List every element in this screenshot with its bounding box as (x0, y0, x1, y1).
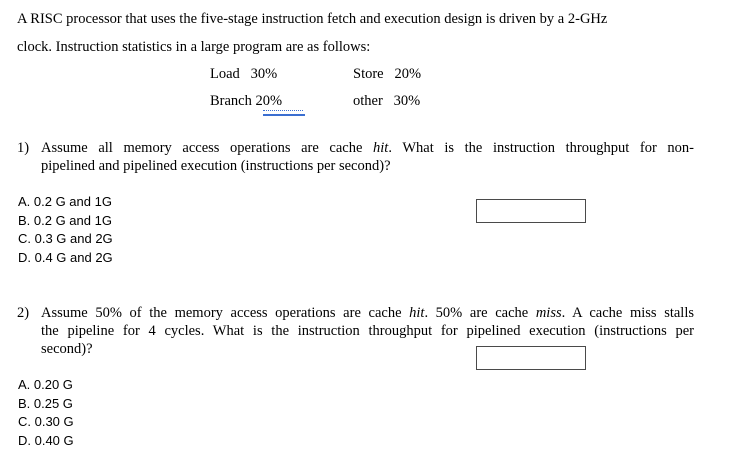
choice-c: C. 0.30 G (18, 414, 74, 430)
stat-load: Load 30% (210, 66, 278, 82)
question-2-line-2: the pipeline for 4 cycles. What is the instruction throughput for pipelined execution (instructions per (41, 323, 694, 339)
spellcheck-underline (263, 114, 305, 116)
miss-term: miss (535, 305, 562, 321)
hit-term: hit (409, 305, 425, 321)
stat-branch: Branch 20% (210, 93, 283, 109)
question-1-line-2: pipelined and pipelined execution (instructions per second)? (41, 158, 391, 174)
intro-line-2: clock. Instruction statistics in a large program are as follows: (17, 39, 371, 55)
question-2-line-3: second)? (41, 341, 93, 357)
question-1-number: 1) (17, 140, 30, 156)
question-1-choices (18, 193, 113, 268)
question-2-line-1: Assume 50% of the memory access operations are cache hit. 50% are cache miss. A cache miss stalls (41, 305, 694, 321)
answer-box-question-1[interactable] (476, 199, 586, 223)
choice-b: B. 0.2 G and 1G (18, 212, 112, 228)
spellcheck-dotted-underline (263, 110, 303, 111)
question-2 (17, 304, 697, 364)
answer-box-question-2[interactable] (476, 346, 586, 370)
choice-d: D. 0.4 G and 2G (18, 250, 113, 266)
question-1 (17, 139, 697, 179)
choice-a: A. 0.2 G and 1G (18, 194, 112, 209)
question-1-line-1: Assume all memory access operations are cache hit. What is the instruction throughput for non- (41, 140, 694, 156)
hit-term: hit (373, 140, 389, 156)
stat-other: other 30% (353, 93, 421, 109)
choice-c: C. 0.3 G and 2G (18, 231, 113, 247)
choice-a: A. 0.20 G (18, 377, 73, 392)
question-2-choices (18, 376, 74, 451)
question-2-text (41, 304, 694, 358)
intro-line-1: A RISC processor that uses the five-stage instruction fetch and execution design is driven by a 2-GHz (17, 11, 608, 27)
stat-store: Store 20% (353, 66, 422, 82)
question-2-number: 2) (17, 305, 30, 321)
question-1-text (41, 139, 694, 175)
choice-b: B. 0.25 G (18, 395, 73, 411)
choice-d: D. 0.40 G (18, 433, 74, 449)
